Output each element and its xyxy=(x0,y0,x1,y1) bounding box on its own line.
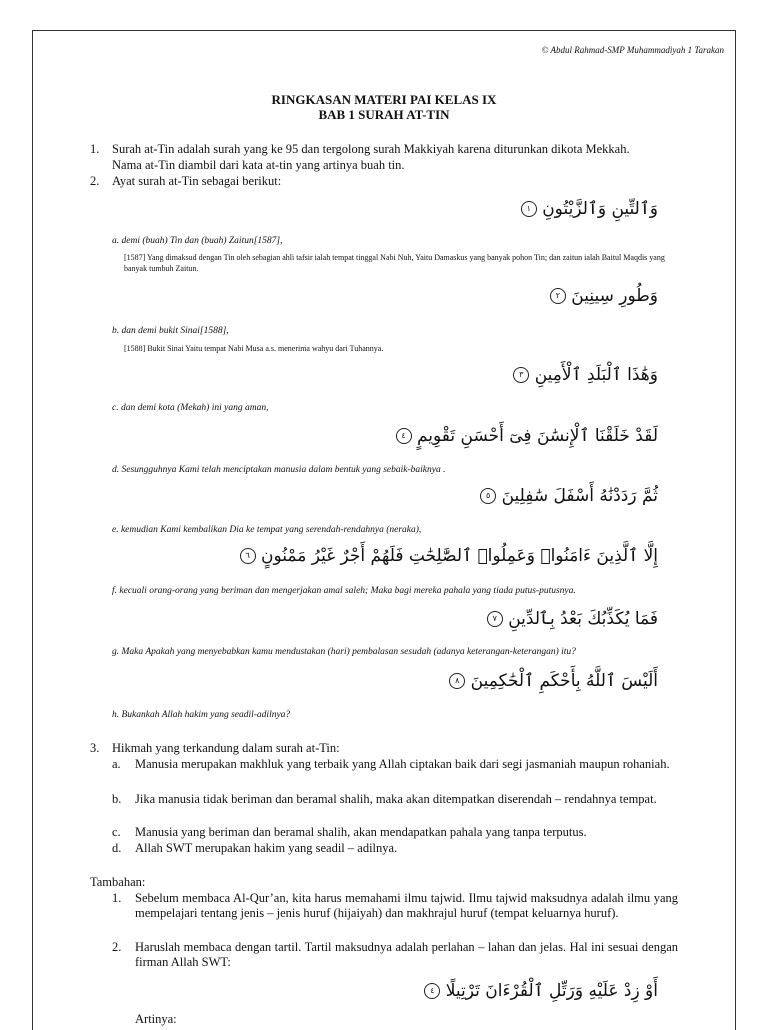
verse-8-arabic: أَلَيْسَ ٱللَّهُ بِأَحْكَمِ ٱلْحَٰكِمِينَ ٨ xyxy=(445,670,658,691)
footnote-1587: [1587] Yang dimaksud dengan Tin oleh sebagian ahli tafsir ialah tempat tinggal Nabi Nuh, Yaitu Damaskus yang banyak pohon Tin; dan zaitun ialah Baitul Maqdis yang banyak tumbuh Zaitun. xyxy=(124,253,665,273)
verse-8-translation: h. Bukankah Allah hakim yang seadil-adilnya? xyxy=(112,710,291,720)
list-number: 2. xyxy=(112,940,122,954)
verse-1-translation: a. demi (buah) Tin dan (buah) Zaitun[1587], xyxy=(112,236,283,246)
document-title: RINGKASAN MATERI PAI KELAS IX xyxy=(271,92,497,107)
hikmah-item: Jika manusia tidak beriman dan beramal shalih, maka akan ditempatkan diserendah – rendahnya tempat. xyxy=(135,792,657,806)
verse-7-arabic: فَمَا يُكَذِّبُكَ بَعْدُ بِٱلدِّينِ ٧ xyxy=(483,608,658,629)
ayah-number: ٦ xyxy=(240,548,256,564)
list-letter: d. xyxy=(112,841,122,855)
tambahan-heading: Tambahan: xyxy=(90,875,146,889)
chapter-title: BAB 1 SURAH AT-TIN xyxy=(318,107,450,122)
point-1-line-1: Surah at-Tin adalah surah yang ke 95 dan tergolong surah Makkiyah karena diturunkan dikota Mekkah. xyxy=(112,142,630,156)
verse-6-arabic: إِلَّا ٱلَّذِينَ ءَامَنُوا۟ وَعَمِلُوا۟ ٱلصَّٰلِحَٰتِ فَلَهُمْ أَجْرٌ غَيْرُ مَمْنُونٍ ٦ xyxy=(236,545,658,566)
verse-6-translation: f. kecuali orang-orang yang beriman dan mengerjakan amal saleh; Maka bagi mereka pahala yang tiada putus-putusnya. xyxy=(112,586,576,596)
author-credit: © Abdul Rahmad-SMP Muhammadiyah 1 Tarakan xyxy=(541,45,724,55)
tambahan-item: Sebelum membaca Al-Qur’an, kita harus memahami ilmu tajwid. Ilmu tajwid maksudnya adalah ilmu yang mempelajari tentang jenis – jenis huruf (hijaiyah) dan makhrajul huruf (tempat keluarnya huruf). xyxy=(135,891,678,920)
point-number: 3. xyxy=(90,741,100,755)
tartil-verse-arabic: أَوْ زِدْ عَلَيْهِ وَرَتِّلِ ٱلْقُرْءَانَ تَرْتِيلًا ٤ xyxy=(420,980,658,1001)
point-2-text: Ayat surah at-Tin sebagai berikut: xyxy=(112,174,282,188)
point-1-line-2: Nama at-Tin diambil dari kata at-tin yang artinya buah tin. xyxy=(112,158,405,172)
hikmah-item: Manusia yang beriman dan beramal shalih, akan mendapatkan pahala yang tanpa terputus. xyxy=(135,825,587,839)
ayah-number: ٨ xyxy=(449,673,465,689)
artinya-label: Artinya: xyxy=(135,1012,177,1026)
point-3-text: Hikmah yang terkandung dalam surah at-Tin: xyxy=(112,741,340,755)
list-letter: a. xyxy=(112,757,121,771)
verse-2-arabic: وَطُورِ سِينِينَ ٢ xyxy=(546,286,658,306)
point-number: 2. xyxy=(90,174,100,188)
tambahan-item: Haruslah membaca dengan tartil. Tartil maksudnya adalah perlahan – lahan dan jelas. Hal ini sesuai dengan firman Allah SWT: xyxy=(135,940,678,969)
verse-5-translation: e. kemudian Kami kembalikan Dia ke tempat yang serendah-rendahnya (neraka), xyxy=(112,525,422,535)
ayah-number: ٤ xyxy=(424,983,440,999)
ayah-number: ٥ xyxy=(480,488,496,504)
list-number: 1. xyxy=(112,891,122,905)
list-letter: c. xyxy=(112,825,121,839)
ayah-number: ٣ xyxy=(513,367,529,383)
hikmah-item: Allah SWT merupakan hakim yang seadil – adilnya. xyxy=(135,841,398,855)
list-letter: b. xyxy=(112,792,122,806)
verse-5-arabic: ثُمَّ رَدَدْنَٰهُ أَسْفَلَ سَٰفِلِينَ ٥ xyxy=(476,486,658,506)
verse-3-translation: c. dan demi kota (Mekah) ini yang aman, xyxy=(112,403,269,413)
ayah-number: ٧ xyxy=(487,611,503,627)
verse-4-translation: d. Sesungguhnya Kami telah menciptakan manusia dalam bentuk yang sebaik-baiknya . xyxy=(112,465,446,475)
ayah-number: ٤ xyxy=(396,428,412,444)
verse-4-arabic: لَقَدْ خَلَقْنَا ٱلْإِنسَٰنَ فِىٓ أَحْسَنِ تَقْوِيمٍ ٤ xyxy=(392,425,658,446)
verse-1-arabic: وَٱلتِّينِ وَٱلزَّيْتُونِ ١ xyxy=(517,198,658,219)
ayah-number: ٢ xyxy=(550,288,566,304)
footnote-1588: [1588] Bukit Sinai Yaitu tempat Nabi Musa a.s. menerima wahyu dari Tuhannya. xyxy=(124,344,384,353)
verse-7-translation: g. Maka Apakah yang menyebabkan kamu mendustakan (hari) pembalasan sesudah (adanya keterangan-keterangan) itu? xyxy=(112,647,576,657)
hikmah-item: Manusia merupakan makhluk yang terbaik yang Allah ciptakan baik dari segi jasmaniah maupun rohaniah. xyxy=(135,757,670,771)
verse-3-arabic: وَهَٰذَا ٱلْبَلَدِ ٱلْأَمِينِ ٣ xyxy=(509,364,658,385)
ayah-number: ١ xyxy=(521,201,537,217)
verse-2-translation: b. dan demi bukit Sinai[1588], xyxy=(112,326,229,336)
point-number: 1. xyxy=(90,142,100,156)
